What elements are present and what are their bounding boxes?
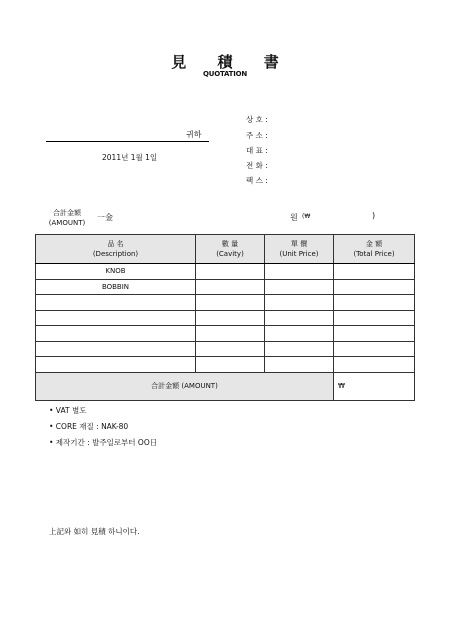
cell-description xyxy=(36,357,196,373)
note-core-material: • CORE 재질 : NAK-80 xyxy=(49,422,129,431)
cell-cavity xyxy=(196,295,265,311)
header-cavity-line2: (Cavity) xyxy=(216,250,244,258)
header-total-price-line2: (Total Price) xyxy=(353,250,395,258)
header-total-price-line1: 金 額 xyxy=(365,240,383,248)
header-unit-price-line1: 單 價 xyxy=(290,240,308,248)
header-unit-price xyxy=(265,235,334,264)
cell-total-price xyxy=(334,326,415,342)
cell-description xyxy=(36,341,196,357)
cell-cavity xyxy=(196,264,265,280)
cell-total-price xyxy=(334,279,415,295)
supplier-fax-label: 팩 스 : xyxy=(246,176,268,185)
header-description-line2: (Description) xyxy=(92,250,139,258)
header-unit-price-line2: (Unit Price) xyxy=(279,250,319,258)
cell-total-price xyxy=(334,357,415,373)
header-total-price xyxy=(334,235,415,264)
header-description-line1: 品 名 xyxy=(107,240,124,248)
header-cavity xyxy=(196,235,265,264)
note-vat: • VAT 별도 xyxy=(49,406,87,415)
amount-close-paren: ) xyxy=(372,211,376,220)
cell-unit-price xyxy=(265,310,334,326)
cell-cavity xyxy=(196,341,265,357)
table-row xyxy=(36,341,415,357)
table-row xyxy=(36,264,415,280)
closing-statement: 上記와 如히 見積 하니이다. xyxy=(49,527,140,536)
document-subtitle: QUOTATION xyxy=(202,70,248,78)
header-cavity-line1: 數 量 xyxy=(221,240,239,248)
table-row xyxy=(36,326,415,342)
table-row xyxy=(36,357,415,373)
amount-prefix: 一金 xyxy=(97,213,113,222)
table-row xyxy=(36,310,415,326)
cell-cavity xyxy=(196,310,265,326)
table-header-row xyxy=(36,235,415,264)
quotation-date: 2011년 1월 1일 xyxy=(102,153,158,162)
amount-label-line2: (AMOUNT) xyxy=(48,219,86,227)
table-total-row xyxy=(36,372,415,400)
cell-unit-price xyxy=(265,279,334,295)
cell-cavity xyxy=(196,326,265,342)
amount-won-symbol: (₩ xyxy=(302,213,311,220)
cell-description: BOBBIN xyxy=(36,279,196,295)
total-amount-value: ₩ xyxy=(334,372,415,400)
amount-label-line1: 合計金額 xyxy=(53,209,81,217)
supplier-address-label: 주 소 : xyxy=(246,131,268,140)
cell-total-price xyxy=(334,264,415,280)
cell-total-price xyxy=(334,341,415,357)
cell-cavity xyxy=(196,357,265,373)
supplier-phone-label: 전 화 : xyxy=(246,161,268,170)
cell-unit-price xyxy=(265,264,334,280)
note-production-period: • 제작기간 : 발주일로부터 OO日 xyxy=(49,438,158,447)
table-row xyxy=(36,295,415,311)
cell-unit-price xyxy=(265,341,334,357)
cell-unit-price xyxy=(265,295,334,311)
cell-total-price xyxy=(334,295,415,311)
total-amount-label: 合計金額 (AMOUNT) xyxy=(36,372,334,400)
cell-description xyxy=(36,295,196,311)
recipient-name-line xyxy=(46,141,209,142)
amount-label xyxy=(44,208,90,228)
supplier-company-label: 상 호 : xyxy=(246,115,268,124)
supplier-ceo-label: 대 표 : xyxy=(246,146,268,155)
amount-won: 원 xyxy=(290,213,298,222)
cell-description xyxy=(36,326,196,342)
recipient-suffix: 귀하 xyxy=(186,130,202,139)
table-row xyxy=(36,279,415,295)
cell-description xyxy=(36,310,196,326)
cell-description: KNOB xyxy=(36,264,196,280)
cell-cavity xyxy=(196,279,265,295)
cell-total-price xyxy=(334,310,415,326)
cell-unit-price xyxy=(265,326,334,342)
header-description xyxy=(36,235,196,264)
cell-unit-price xyxy=(265,357,334,373)
document-title: 見 積 書 xyxy=(171,53,292,71)
quotation-table xyxy=(35,234,415,401)
